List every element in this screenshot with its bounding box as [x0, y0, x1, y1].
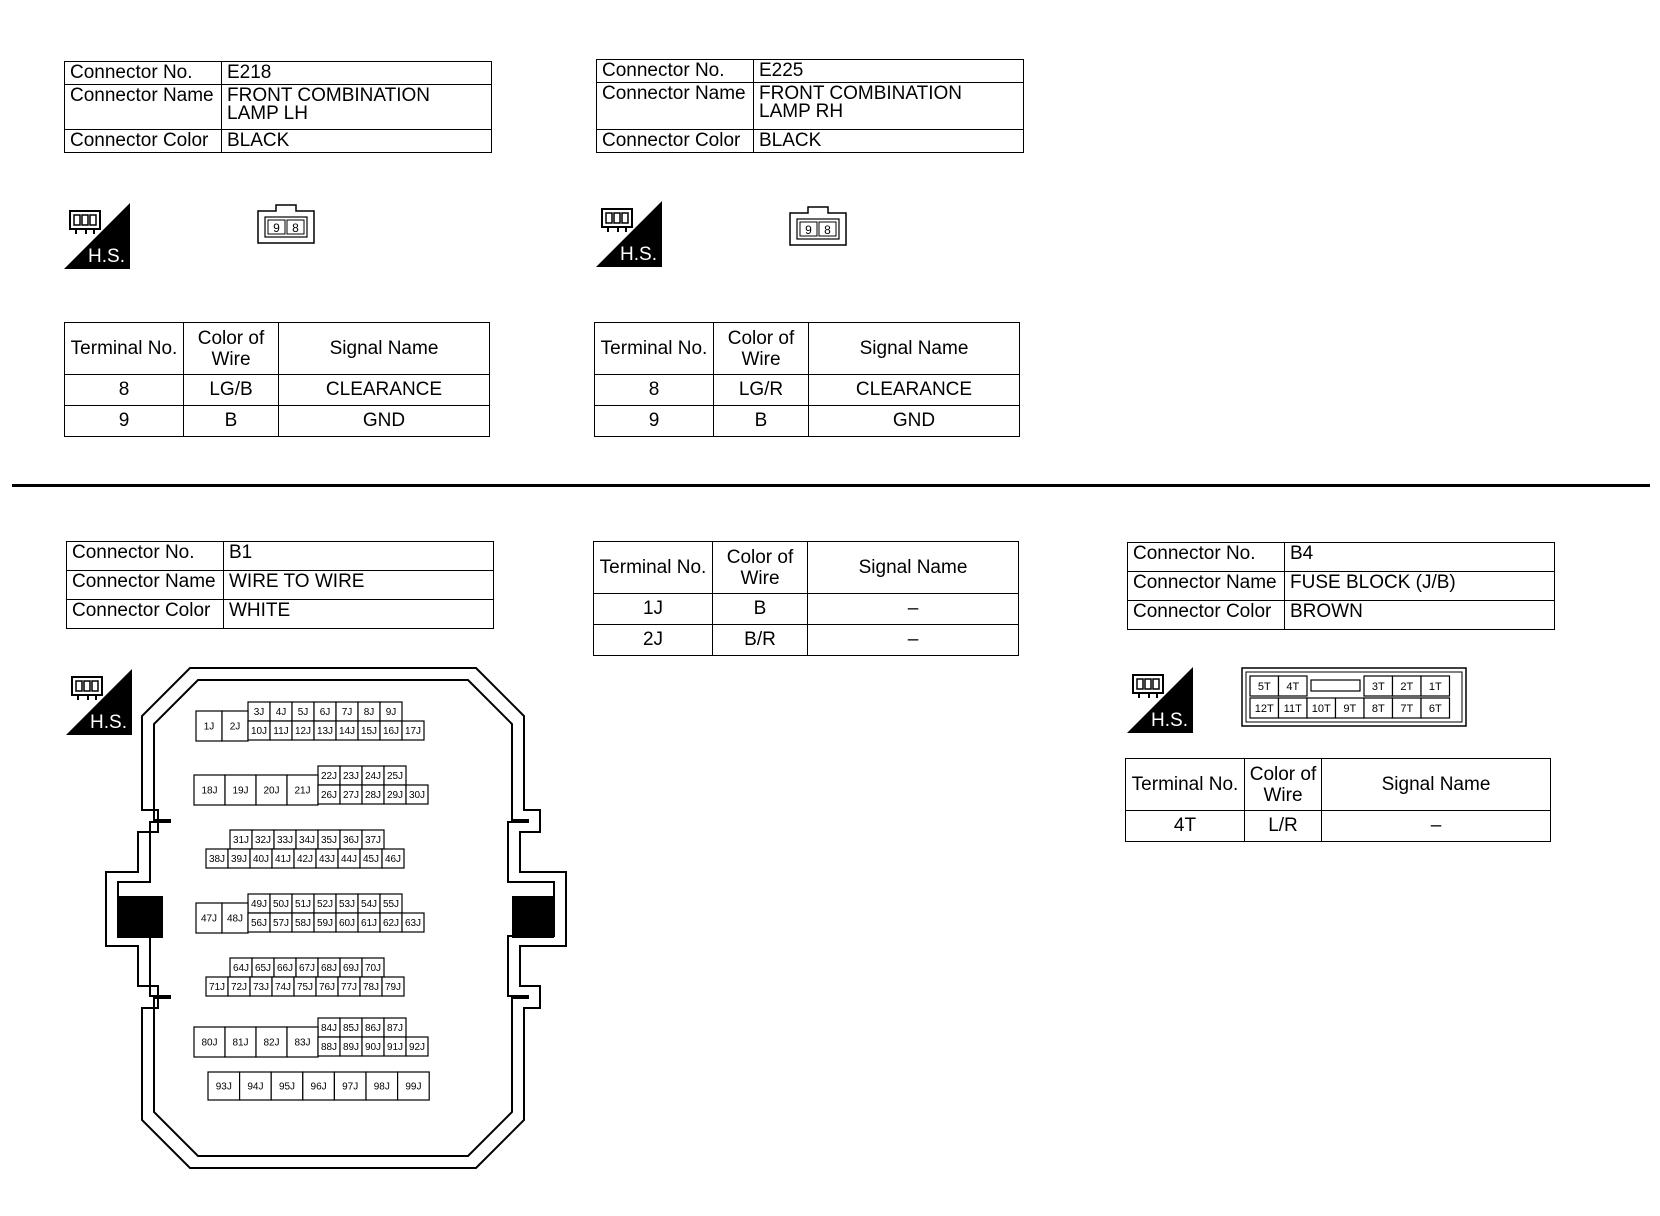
b1-pin-label: 38J	[208, 854, 226, 866]
b1-pin-label: 12J	[294, 726, 312, 738]
b1-pin-label: 66J	[276, 963, 294, 975]
connector-color-label: Connector Color	[65, 130, 222, 153]
pin-label: 8	[824, 223, 831, 237]
connector-no-value: E225	[754, 60, 1024, 83]
b4-pin-label: 7T	[1400, 702, 1414, 715]
connector-harness-side-icon	[1131, 671, 1167, 699]
b1-pin-label: 35J	[320, 835, 338, 847]
lock-tab-left	[117, 896, 163, 938]
b1-pin-label: 92J	[408, 1042, 426, 1054]
b1-pin-label: 22J	[320, 771, 338, 783]
b1-pin-label: 67J	[298, 963, 316, 975]
connector-name-label: Connector Name	[65, 85, 222, 130]
b1-pin-label: 8J	[363, 707, 375, 719]
b4-pin-label: 6T	[1428, 702, 1442, 715]
section-divider	[12, 484, 1650, 487]
b1-pin-label: 85J	[342, 1023, 360, 1035]
connector-color-label: Connector Color	[1128, 601, 1285, 630]
b1-pin-label: 83J	[294, 1037, 311, 1049]
b1-pin-label: 68J	[320, 963, 338, 975]
table-row	[595, 406, 1020, 437]
terminal-no-cell: 9	[65, 406, 184, 437]
b1-pin-label: 40J	[252, 854, 270, 866]
b1-pin-label: 9J	[385, 707, 397, 719]
b4-pin-label: 9T	[1343, 702, 1357, 715]
terminal-table-e218	[64, 322, 490, 437]
hs-label: H.S.	[90, 712, 127, 733]
connector-info-e218	[64, 61, 492, 153]
connector-no-value: B1	[224, 542, 494, 571]
b1-pin-label: 72J	[230, 982, 248, 994]
b1-pin-label: 91J	[386, 1042, 404, 1054]
b1-pin-label: 39J	[230, 854, 248, 866]
b1-pin-label: 99J	[405, 1081, 422, 1093]
hs-label: H.S.	[620, 244, 657, 265]
b1-pin-label: 46J	[384, 854, 402, 866]
connector-name-label: Connector Name	[1128, 572, 1285, 601]
signal-name-header: Signal Name	[808, 542, 1019, 594]
connector-no-label: Connector No.	[597, 60, 754, 83]
b1-pin-label: 95J	[278, 1081, 296, 1093]
b1-pin-label: 45J	[362, 854, 380, 866]
connector-color-label: Connector Color	[67, 600, 224, 629]
table-row	[594, 594, 1019, 625]
b1-pin-label: 75J	[296, 982, 314, 994]
b1-pin-label: 16J	[382, 726, 400, 738]
connector-name-line1: FRONT COMBINATION	[227, 85, 431, 106]
pin-label: 8	[292, 221, 299, 235]
b1-pin-grid	[194, 702, 429, 1100]
signal-name-cell: –	[808, 625, 1019, 656]
b1-pin-label: 21J	[294, 785, 311, 797]
terminal-no-cell: 1J	[594, 594, 713, 625]
b1-pin-label: 32J	[254, 835, 272, 847]
b1-pin-label: 77J	[340, 982, 358, 994]
b1-pin-label: 18J	[201, 785, 218, 797]
b1-pin-label: 34J	[298, 835, 316, 847]
b1-pin-label: 20J	[263, 785, 280, 797]
b1-pin-label: 41J	[274, 854, 292, 866]
b4-pin-label: 2T	[1400, 680, 1414, 693]
hs-label: H.S.	[88, 246, 125, 267]
connector-name-line1: FRONT COMBINATION	[759, 83, 963, 104]
b1-pin-label: 17J	[404, 726, 422, 738]
connector-face-e218	[256, 203, 316, 245]
table-row	[1126, 811, 1551, 842]
connector-no-value: B4	[1285, 543, 1555, 572]
b1-pin-label: 87J	[386, 1023, 404, 1035]
signal-name-header: Signal Name	[279, 323, 490, 375]
connector-info-b1	[66, 541, 494, 629]
b1-pin-label: 24J	[364, 771, 382, 783]
hs-label: H.S.	[1151, 710, 1188, 731]
b1-pin-label: 19J	[232, 785, 249, 797]
b1-pin-label: 64J	[232, 963, 250, 975]
connector-color-label: Connector Color	[597, 130, 754, 153]
b1-pin-label: 82J	[263, 1037, 280, 1049]
b1-pin-label: 30J	[408, 790, 426, 802]
b1-pin-label: 50J	[272, 899, 290, 911]
connector-harness-side-icon	[68, 207, 104, 235]
b1-pin-label: 53J	[338, 899, 356, 911]
signal-name-cell: GND	[279, 406, 490, 437]
b1-pin-label: 94J	[247, 1081, 264, 1093]
table-row	[594, 625, 1019, 656]
b1-pin-label: 2J	[229, 721, 241, 733]
b1-pin-label: 63J	[404, 918, 422, 930]
b1-pin-label: 29J	[386, 790, 404, 802]
b1-pin-label: 59J	[316, 918, 334, 930]
b1-pin-label: 78J	[362, 982, 380, 994]
b1-pin-label: 5J	[297, 707, 309, 719]
b1-pin-label: 51J	[294, 899, 312, 911]
b1-pin-label: 73J	[252, 982, 270, 994]
lock-tab-right	[512, 896, 554, 938]
terminal-no-cell: 9	[595, 406, 714, 437]
signal-name-header: Signal Name	[1322, 759, 1551, 811]
b1-pin-label: 10J	[250, 726, 268, 738]
connector-color-value: BLACK	[754, 130, 1024, 153]
connector-face-b1	[100, 660, 580, 1180]
b1-pin-label: 7J	[341, 707, 353, 719]
b1-pin-label: 13J	[316, 726, 334, 738]
hs-icon	[64, 203, 130, 269]
b1-pin-label: 97J	[342, 1081, 359, 1093]
wire-color-cell: LG/R	[714, 375, 809, 406]
b4-key-slot	[1311, 680, 1360, 691]
wire-color-cell: LG/B	[184, 375, 279, 406]
wire-color-cell: B	[184, 406, 279, 437]
connector-no-label: Connector No.	[1128, 543, 1285, 572]
b1-pin-label: 70J	[364, 963, 382, 975]
b1-pin-label: 81J	[232, 1037, 249, 1049]
connector-info-b4	[1127, 542, 1555, 630]
terminal-no-header: Terminal No.	[595, 323, 714, 375]
table-row	[65, 375, 490, 406]
connector-face-b4	[1240, 666, 1470, 730]
b1-pin-label: 74J	[274, 982, 292, 994]
signal-name-cell: CLEARANCE	[809, 375, 1020, 406]
b1-pin-label: 71J	[208, 982, 226, 994]
b4-pin-label: 12T	[1254, 702, 1274, 715]
b1-pin-label: 61J	[360, 918, 378, 930]
wire-color-cell: B/R	[713, 625, 808, 656]
terminal-no-header: Terminal No.	[594, 542, 713, 594]
connector-name-label: Connector Name	[597, 83, 754, 130]
b1-pin-label: 23J	[342, 771, 360, 783]
terminal-no-cell: 8	[65, 375, 184, 406]
connector-name-value: WIRE TO WIRE	[224, 571, 494, 600]
b1-pin-label: 93J	[215, 1081, 232, 1093]
b4-pin-label: 4T	[1286, 680, 1300, 693]
hs-icon	[596, 201, 662, 267]
terminal-no-cell: 8	[595, 375, 714, 406]
b1-pin-label: 89J	[342, 1042, 360, 1054]
b1-pin-label: 49J	[250, 899, 268, 911]
connector-color-value: WHITE	[224, 600, 494, 629]
signal-name-header: Signal Name	[809, 323, 1020, 375]
b1-pin-label: 11J	[273, 726, 289, 738]
b1-pin-label: 25J	[386, 771, 404, 783]
b1-pin-label: 56J	[250, 918, 268, 930]
wire-color-cell: B	[713, 594, 808, 625]
b1-pin-label: 33J	[276, 835, 294, 847]
hs-icon	[1127, 667, 1193, 733]
b1-pin-label: 86J	[364, 1023, 382, 1035]
b1-pin-label: 31J	[232, 835, 250, 847]
b1-pin-label: 62J	[382, 918, 400, 930]
b1-pin-label: 65J	[254, 963, 272, 975]
pin-label: 9	[273, 221, 280, 235]
signal-name-cell: –	[808, 594, 1019, 625]
b1-pin-label: 98J	[373, 1081, 390, 1093]
b4-pin-label: 5T	[1257, 680, 1271, 693]
b1-pin-label: 55J	[382, 899, 400, 911]
connector-name-line2: LAMP RH	[759, 101, 844, 122]
connector-harness-side-icon	[600, 205, 636, 233]
wire-color-cell: B	[714, 406, 809, 437]
b1-pin-label: 54J	[360, 899, 378, 911]
b1-pin-label: 84J	[320, 1023, 338, 1035]
b1-pin-label: 58J	[294, 918, 312, 930]
b1-pin-label: 26J	[320, 790, 338, 802]
connector-face-e225	[788, 205, 848, 247]
b4-pin-label: 11T	[1283, 702, 1302, 715]
b1-pin-label: 14J	[338, 726, 356, 738]
b1-pin-label: 27J	[342, 790, 360, 802]
connector-no-label: Connector No.	[67, 542, 224, 571]
b1-pin-label: 96J	[310, 1081, 327, 1093]
b1-pin-label: 28J	[364, 790, 382, 802]
b1-pin-label: 76J	[318, 982, 336, 994]
wire-color-cell: L/R	[1245, 811, 1322, 842]
color-of-wire-header: Color of Wire	[1245, 759, 1322, 811]
b4-pin-label: 3T	[1371, 680, 1385, 693]
b1-pin-label: 15J	[360, 726, 378, 738]
terminal-no-header: Terminal No.	[1126, 759, 1245, 811]
terminal-table-b1	[593, 541, 1019, 656]
b1-pin-label: 80J	[201, 1037, 218, 1049]
b4-pin-label: 8T	[1371, 702, 1385, 715]
b4-pin-label: 10T	[1311, 702, 1331, 715]
b1-pin-label: 48J	[226, 913, 244, 925]
b4-pin-label: 1T	[1428, 680, 1442, 693]
table-row	[595, 375, 1020, 406]
connector-no-value: E218	[222, 62, 492, 85]
b1-pin-label: 42J	[296, 854, 314, 866]
terminal-no-cell: 4T	[1126, 811, 1245, 842]
signal-name-cell: GND	[809, 406, 1020, 437]
b1-pin-label: 52J	[316, 899, 334, 911]
b1-pin-label: 1J	[203, 721, 215, 733]
connector-name-line2: LAMP LH	[227, 103, 308, 124]
b1-pin-label: 36J	[342, 835, 360, 847]
color-of-wire-header: Color of Wire	[714, 323, 809, 375]
terminal-no-header: Terminal No.	[65, 323, 184, 375]
b1-pin-label: 37J	[364, 835, 382, 847]
terminal-no-cell: 2J	[594, 625, 713, 656]
terminal-table-e225	[594, 322, 1020, 437]
pin-label: 9	[805, 223, 812, 237]
b1-pin-label: 60J	[338, 918, 356, 930]
b1-pin-label: 3J	[253, 707, 265, 719]
b1-pin-label: 90J	[364, 1042, 382, 1054]
color-of-wire-header: Color of Wire	[713, 542, 808, 594]
signal-name-cell: CLEARANCE	[279, 375, 490, 406]
b1-pin-label: 6J	[319, 707, 331, 719]
connector-name-value	[222, 85, 492, 130]
connector-name-value	[754, 83, 1024, 130]
b1-pin-label: 69J	[342, 963, 360, 975]
b1-pin-label: 47J	[200, 913, 218, 925]
b1-pin-label: 4J	[275, 707, 287, 719]
connector-color-value: BLACK	[222, 130, 492, 153]
color-of-wire-header: Color of Wire	[184, 323, 279, 375]
connector-name-value: FUSE BLOCK (J/B)	[1285, 572, 1555, 601]
b1-pin-label: 88J	[320, 1042, 338, 1054]
connector-name-label: Connector Name	[67, 571, 224, 600]
connector-no-label: Connector No.	[65, 62, 222, 85]
b1-pin-label: 43J	[318, 854, 336, 866]
connector-info-e225	[596, 59, 1024, 153]
signal-name-cell: –	[1322, 811, 1551, 842]
b1-pin-label: 44J	[340, 854, 358, 866]
b1-pin-label: 79J	[384, 982, 402, 994]
table-row	[65, 406, 490, 437]
connector-color-value: BROWN	[1285, 601, 1555, 630]
terminal-table-b4	[1125, 758, 1551, 842]
b1-pin-label: 57J	[272, 918, 290, 930]
